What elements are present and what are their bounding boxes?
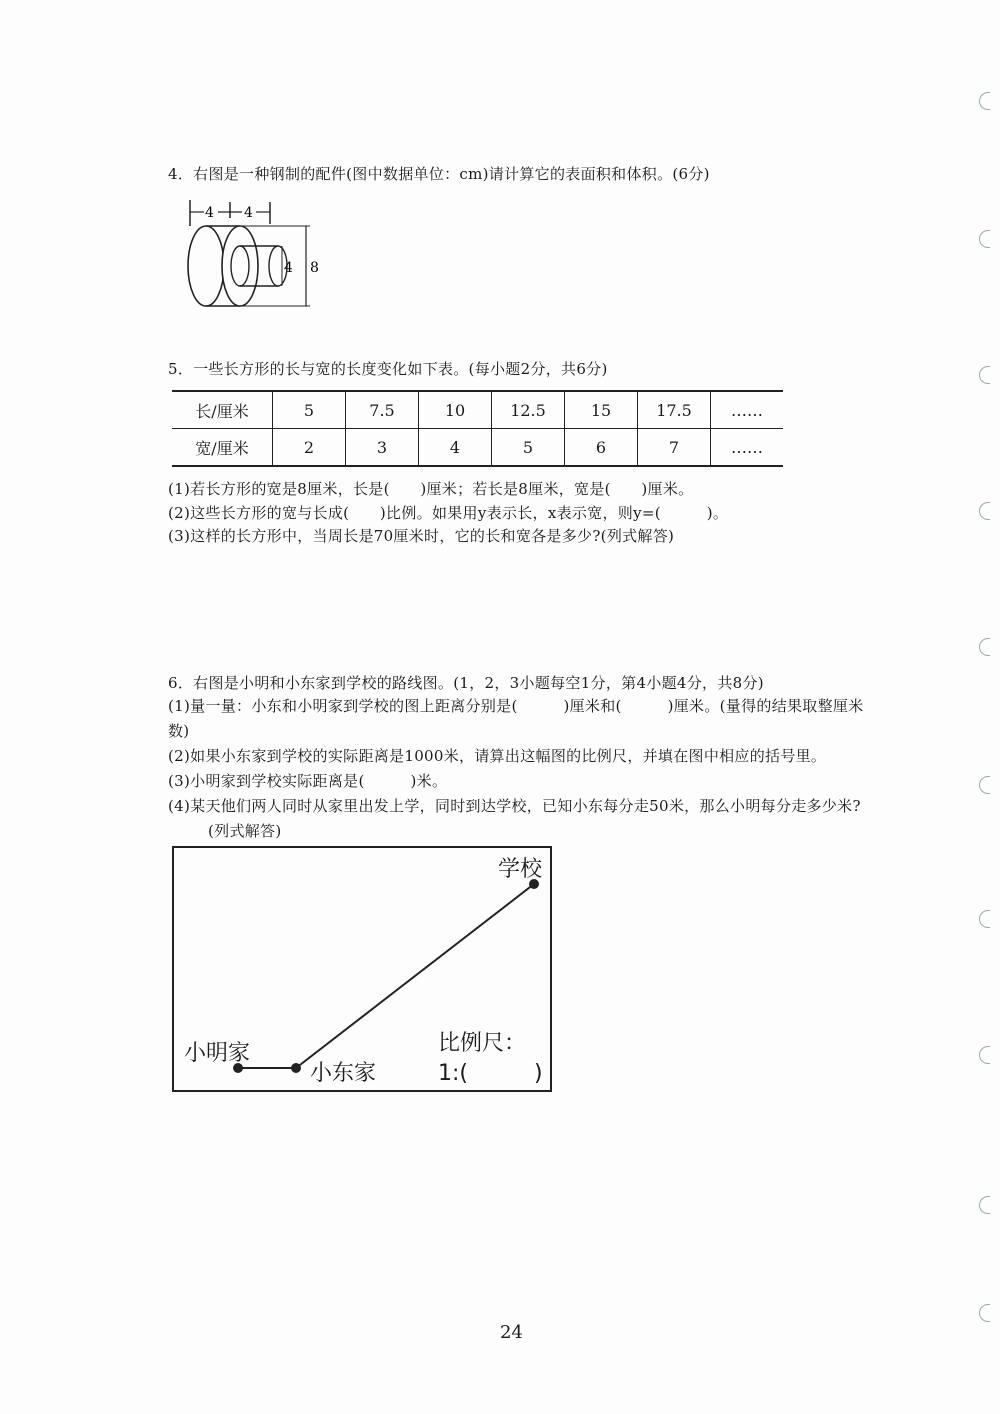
table-cell: 2: [273, 429, 346, 467]
binder-hole: [979, 230, 990, 248]
dim-inner: 4: [284, 260, 293, 276]
xiaoming-home-label: 小明家: [184, 1041, 251, 1066]
table-cell: 4: [419, 429, 492, 467]
table-cell: 5: [492, 429, 565, 467]
binder-hole: [979, 638, 990, 656]
binder-hole: [979, 1046, 990, 1064]
binder-hole: [979, 910, 990, 928]
row-header: 宽/厘米: [172, 429, 273, 467]
table-cell: 5: [273, 391, 346, 429]
table-cell: 7: [638, 429, 711, 467]
q6-sub2: (2)如果小东家到学校的实际距离是1000米，请算出这幅图的比例尺，并填在图中相应的括号里。: [168, 747, 827, 765]
q6-sub4: (4)某天他们两人同时从家里出发上学，同时到达学校，已知小东每分走50米，那么小明每分走多少米?: [168, 797, 861, 815]
scale-label: 比例尺：: [438, 1031, 527, 1056]
table-cell: 6: [565, 429, 638, 467]
binder-hole: [979, 1304, 990, 1322]
table-row: [172, 429, 783, 467]
table-cell: 17.5: [638, 391, 711, 429]
q6-sub1a: (1)量一量：小东和小明家到学校的图上距离分别是( )厘米和( )厘米。(量得的结果取整厘米: [168, 697, 864, 715]
q5-prompt: 5．一些长方形的长与宽的长度变化如下表。(每小题2分，共6分): [168, 360, 608, 378]
scale-value: 1:( ): [438, 1061, 543, 1086]
q5-sub2: (2)这些长方形的宽与长成( )比例。如果用y表示长，x表示宽，则y=( )。: [168, 504, 729, 522]
route-map: [172, 846, 552, 1092]
xiaodong-home-label: 小东家: [310, 1061, 377, 1086]
dim-a: 4: [205, 205, 214, 221]
binder-hole: [979, 366, 990, 384]
table-cell: ……: [711, 429, 784, 467]
table-cell: 3: [346, 429, 419, 467]
q4-prompt: 4．右图是一种钢制的配件(图中数据单位：cm)请计算它的表面积和体积。(6分): [168, 165, 710, 183]
table-cell: 15: [565, 391, 638, 429]
q6-sub1b: 数): [168, 722, 190, 740]
dim-outer: 8: [310, 260, 319, 276]
binder-hole: [979, 776, 990, 794]
page-number: 24: [500, 1322, 523, 1343]
q6-sub4b: (列式解答): [208, 822, 282, 840]
binder-hole: [979, 502, 990, 520]
q5-sub3: (3)这样的长方形中，当周长是70厘米时，它的长和宽各是多少?(列式解答): [168, 527, 675, 545]
binder-hole: [979, 92, 990, 110]
table-row: [172, 391, 783, 429]
q6-prompt: 6．右图是小明和小东家到学校的路线图。(1，2，3小题每空1分，第4小题4分，共8分): [168, 674, 764, 692]
q5-sub1: (1)若长方形的宽是8厘米，长是( )厘米；若长是8厘米，宽是( )厘米。: [168, 480, 694, 498]
q6-sub3: (3)小明家到学校实际距离是( )米。: [168, 772, 448, 790]
school-label: 学校: [498, 857, 543, 882]
row-header: 长/厘米: [172, 391, 273, 429]
steel-part-figure: [178, 196, 338, 314]
length-width-table: [172, 390, 783, 467]
xiaodong-home-dot: [291, 1063, 301, 1073]
binder-hole: [979, 1196, 990, 1214]
table-cell: ……: [711, 391, 784, 429]
table-cell: 7.5: [346, 391, 419, 429]
dim-b: 4: [244, 205, 253, 221]
table-cell: 10: [419, 391, 492, 429]
table-cell: 12.5: [492, 391, 565, 429]
